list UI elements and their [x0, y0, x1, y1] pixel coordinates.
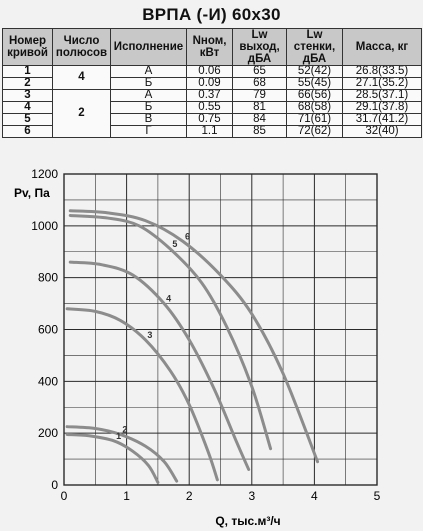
table-header-row — [3, 29, 422, 66]
cell-variant: А — [111, 66, 187, 78]
cell-lw-out: 79 — [233, 90, 287, 102]
y-axis-label: Pv, Па — [14, 186, 50, 200]
cell-poles: 4 — [53, 66, 111, 90]
curve-6 — [70, 211, 317, 462]
curve-3 — [67, 309, 217, 480]
cell-lw-out: 85 — [233, 126, 287, 138]
cell-power: 0.09 — [187, 78, 233, 90]
curve-label-4: 4 — [166, 293, 172, 304]
x-tick-label: 0 — [60, 489, 68, 503]
table-row — [3, 90, 422, 102]
cell-lw-wall: 55(45) — [287, 78, 343, 90]
cell-lw-out: 68 — [233, 78, 287, 90]
cell-lw-wall: 52(42) — [287, 66, 343, 78]
cell-variant: Б — [111, 102, 187, 114]
cell-power: 0.55 — [187, 102, 233, 114]
column-header-power: Nном, кВт — [187, 29, 233, 66]
x-tick-label: 2 — [185, 489, 193, 503]
cell-poles: 2 — [53, 90, 111, 138]
curve-1 — [67, 434, 158, 482]
chart-curve-labels — [116, 231, 190, 441]
chart-grid — [64, 174, 377, 485]
y-tick-labels — [31, 167, 58, 492]
column-header-lw-out: Lw выход, дБА — [233, 29, 287, 66]
cell-lw-out: 84 — [233, 114, 287, 126]
curve-label-3: 3 — [147, 329, 153, 340]
spec-table — [2, 28, 422, 138]
x-tick-label: 3 — [248, 489, 256, 503]
column-header-curve: Номер кривой — [3, 29, 53, 66]
cell-lw-out: 65 — [233, 66, 287, 78]
cell-curve: 2 — [3, 78, 53, 90]
cell-variant: А — [111, 90, 187, 102]
cell-lw-wall: 72(62) — [287, 126, 343, 138]
y-tick-label: 400 — [37, 374, 58, 389]
cell-lw-wall: 66(56) — [287, 90, 343, 102]
x-tick-label: 4 — [311, 489, 318, 503]
column-header-lw-wall: Lw стенки, дБА — [287, 29, 343, 66]
cell-power: 0.06 — [187, 66, 233, 78]
cell-curve: 6 — [3, 126, 53, 138]
cell-lw-wall: 68(58) — [287, 102, 343, 114]
y-tick-label: 1000 — [31, 218, 58, 233]
x-tick-labels — [61, 489, 381, 503]
cell-mass: 26.8(33.5) — [343, 66, 422, 78]
cell-curve: 5 — [3, 114, 53, 126]
cell-lw-out: 81 — [233, 102, 287, 114]
column-header-variant: Исполнение — [111, 29, 187, 66]
table-row — [3, 66, 422, 78]
column-header-poles: Число полюсов — [53, 29, 111, 66]
cell-variant: В — [111, 114, 187, 126]
cell-power: 1.1 — [187, 126, 233, 138]
cell-curve: 1 — [3, 66, 53, 78]
y-tick-label: 600 — [37, 322, 58, 337]
cell-curve: 3 — [3, 90, 53, 102]
y-tick-label: 200 — [37, 426, 58, 441]
curve-label-6: 6 — [184, 231, 190, 242]
cell-lw-wall: 71(61) — [287, 114, 343, 126]
curve-label-1: 1 — [116, 430, 122, 441]
cell-mass: 29.1(37.8) — [343, 102, 422, 114]
page-title: ВРПА (-И) 60x30 — [142, 5, 281, 24]
curve-5 — [70, 215, 270, 448]
y-tick-label: 1200 — [31, 167, 58, 181]
cell-mass: 27.1(35.2) — [343, 78, 422, 90]
cell-mass: 32(40) — [343, 126, 422, 138]
y-tick-label: 0 — [51, 478, 58, 492]
pressure-flow-chart — [0, 160, 423, 531]
cell-curve: 4 — [3, 102, 53, 114]
cell-power: 0.75 — [187, 114, 233, 126]
cell-variant: Б — [111, 78, 187, 90]
y-tick-label: 800 — [37, 270, 58, 285]
x-tick-label: 1 — [123, 489, 130, 503]
cell-variant: Г — [111, 126, 187, 138]
x-axis-label: Q, тыс.м³/ч — [215, 514, 281, 528]
curve-label-2: 2 — [122, 424, 128, 435]
cell-power: 0.37 — [187, 90, 233, 102]
curve-label-5: 5 — [172, 239, 178, 250]
cell-mass: 28.5(37.1) — [343, 90, 422, 102]
cell-mass: 31.7(41.2) — [343, 114, 422, 126]
column-header-mass: Масса, кг — [343, 29, 422, 66]
x-tick-label: 5 — [373, 489, 381, 503]
